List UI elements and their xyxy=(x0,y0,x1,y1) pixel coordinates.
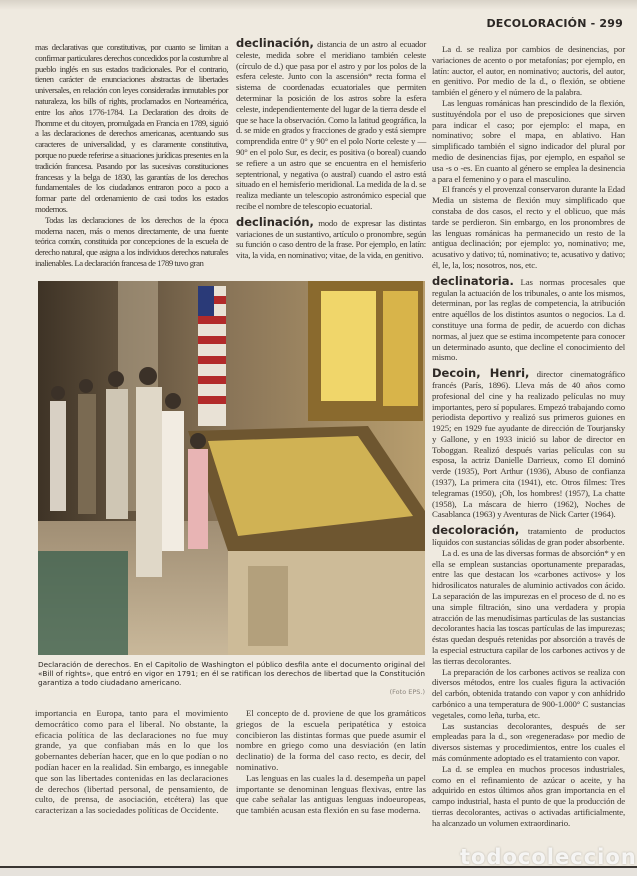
entry-text: tratamiento de productos líquidos con sustancias sólidas de gran poder absorbente. xyxy=(432,526,625,548)
paragraph: Las lenguas en las cuales la d. desempeña un papel importante se denominan lenguas flexivas, entre las que cabe señalar las antiguas lenguas indoeuropeas, que también acusan esta flexión en su fase moderna. xyxy=(236,772,426,816)
paragraph: mas declarativas que constitutivas, por cuanto se limitan a confirmar particulares derechos concedidos por la costumbre al pueblo inglés en sus estados tradicionales. Por el contrario, tienen carácter de enunciaciones abstractas de libertades universales, en relación con leyes consideradas inmutables por naturaleza, los bills of rights, proclamados en Norteamérica, entre los años 1776-1784. La Declaration des droits de l'homme et du citoyen, promulgada en Francia en 1789, siguió a las declaraciones de derechos americanas, acentuando sus caracteres de universalidad, y es claramente constitutiva, porque no puede referirse a situaciones jurídicas presentes en la tradición francesa. Pasando por las sucesivas constituciones francesas y la belga de 1830, las garantías de los derechos fundamentales de los ciudadanos entraron poco a poco a formar parte del ordenamiento de casi todos los estados modernos. xyxy=(35,42,228,214)
paragraph: La preparación de los carbones activos se realiza con diversos métodos, entre los cuales figura la activación del carbón, obtenida tratando con vapor y con anhídrido carbónico a una temperatura de 900-1.000° C sustancias vegetales, como leña, turba, etc. xyxy=(432,666,625,720)
headword: decoloración, xyxy=(432,523,520,538)
us-flag xyxy=(198,286,226,426)
page-top-edge xyxy=(0,0,637,10)
paragraph: Todas las declaraciones de los derechos de la época moderna nacen, más o menos directamente, de una fuente teórica común, constituida por concepciones de la escuela de derecho natural, que asigna a los individuos derechos naturales inalienables. La declaración francesa de 1789 tuvo gran xyxy=(35,214,228,268)
headword: Decoin, Henri, xyxy=(432,366,530,381)
entry-declinacion-astronomy xyxy=(236,38,426,212)
entry-text: distancia de un astro al ecuador celeste, medida sobre el meridiano también celeste (círculo de d.) que pasa por el astro y por los polos de la esfera celeste. Junto con la ascensión* recta forma el sistema de coordenadas ecuatoriales que permiten determinar la posición de los astros sobre la esfera celeste, independientemente del lugar de la tierra desde el que se hace la observación. Como la latitud geográfica, la d. se mide en grados y fracciones de grado y está siempre comprendida entre 0° y 90° en el polo Norte celeste y —90° en el polo Sur, es decir, es positiva (o boreal) cuando se refiere a un astro que se encuentra en el hemisferio septentrional, y negativa (o austral) cuando el astro está situado en el hemisferio meridional. La medida de la d. se realiza mediante un telescopio astronómico especial que recibe el nombre de telescopio ecuatorial. xyxy=(236,39,426,211)
bottom-strip xyxy=(0,868,637,876)
paragraph: La d. es una de las diversas formas de absorción* y en ella se emplean sustancias oportunamente preparadas, entre las que destacan los «carbones activos» y los hidrosilicatos naturales de aluminio activados con ácido. La separación de las impurezas en el proceso de d. no es una simple filtración, sino una verdadera y propia atracción de las menudísimas partículas de las sustancias decolorantes hacia las toscas partículas de las impurezas; éstas quedan después retenidas por absorción a través de la especial estructura capilar de los carbones activos y de las tierras decolorantes. xyxy=(432,547,625,666)
caption-text: Declaración de derechos. En el Capitolio de Washington el público desfila ante el documento original del «Bill of rights», que entró en vigor en 1791; en él se ratifican los derechos de libertad que la Constitución garantiza a todo ciudadano americano. xyxy=(38,660,425,688)
paragraph: Las lenguas románicas han prescindido de la flexión, sustituyéndola por el uso de preposiciones que sirven para indicar el caso; por ejemplo: el mapa, en nominativo; sobre el mapa, en ablativo. Han simplificado también el signo indicador del plural por medio de desinencias fijas, por ejemplo, en español se usa -s o -es. En cuanto al género se emplea la desinencia a para el femenino y o para el masculino. xyxy=(432,97,625,184)
entry-declinacion-grammar xyxy=(236,214,427,261)
paragraph: La d. se emplea en muchos procesos industriales, como en el refinamiento de azúcar o aceite, y ha adquirido en estos últimos años gran importancia en el campo industrial, hasta el punto de que la producción de tierras decolorantes, activas o activadas artificialmente, ha alcanzado un volumen extraordinario. xyxy=(432,763,625,828)
headword: declinación, xyxy=(236,214,314,229)
paragraph: importancia en Europa, tanto para el movimiento democrático como para el liberal. No obstante, la eficacia política de las declaraciones no fue muy grande, ya que confiaban más en lo que los gobernantes deberían hacer, que en lo que podían o no podían hacer en la realidad. Sin embargo, es innegable que son las libertades contenidas en las declaraciones de derechos (libertad personal, de pensamiento, de culto, de prensa, de asociación, etcétera) las que caracterizan a las sociedades políticas de Occidente. xyxy=(35,708,228,816)
left-column-bottom xyxy=(35,708,228,816)
illuminated-document xyxy=(321,291,376,401)
entry-decoin xyxy=(432,368,625,520)
photo-credit: (Foto EPS.) xyxy=(389,687,425,696)
middle-column-top xyxy=(236,38,426,261)
photo-bill-of-rights-display xyxy=(38,281,425,655)
paragraph: El francés y el provenzal conservaron durante la Edad Media un sistema de flexión muy simplificado que constaba de dos casos, el recto y el oblicuo, que más tarde se perdieron. Sin embargo, en los pronombres de las lenguas románicas ha permanecido un resto de la antigua declinación; por ejemplo: yo, nominativo; me, acusativo y dativo; tú, nominativo; te, acusativo y dativo; él, le, la, los; nosotros, nos, etc. xyxy=(432,184,625,270)
entry-text: modo de expresar las distintas variaciones de un sustantivo, artículo o pronombre, según su función o caso dentro de la frase. Por ejemplo, en latín: vita, la vida, en nominativo; vitae, de la vida, en genitivo. xyxy=(236,217,427,261)
paragraph: El concepto de d. proviene de que los gramáticos griegos de la escuela peripatética y estoica concibieron las distintas formas que puede asumir el nombre en griego como una desviación (en latín declinatio) de la forma del caso recto, es decir, del nominativo. xyxy=(236,708,426,772)
right-column xyxy=(432,44,625,829)
green-floor-area xyxy=(38,551,128,655)
entry-decoloracion xyxy=(432,525,625,548)
paragraph: Las sustancias decolorantes, después de ser empleadas para la d., son «regeneradas» por medio de diversos sistemas y procedimientos, entre los cuales el más comúnmente adoptado es el tratamiento con vapor. xyxy=(432,720,625,763)
entry-text: director cinematográfico francés (París, 1896). Lleva más de 40 años como profesional del cine y ha realizado películas no muy importantes, pero sí populares. Empezó trabajando como periodista deportivo y realizó sus primeros guiones en 1925; en 1929 fue ayudante de dirección de Tourjansky y Gallone, y en 1933 inició su labor de director en Toboggan. Realizó después varias películas con su esposa, la actriz Danielle Darrieux, como El dominó verde (1935), Port Arthur (1936), Abuso de confianza (1937), La primera cita (1941), etc. Otros filmes: Tres telegramas (1950), ¡Oh, los hombres! (1957), La chatte (1958), La máscara de hierro (1962), Noches de Casablanca (1963) y Aventuras de Nick Carter (1964). xyxy=(432,369,625,520)
paragraph: La d. se realiza por cambios de desinencias, por variaciones de acento o por metafonías; por ejemplo, en latín: auctor, el autor, en nominativo; auctoris, del autor, en genitivo. Por medio de la d., o flexión, se obtiene también el género y el número de la palabra. xyxy=(432,44,625,98)
watermark-logo: todocoleccion xyxy=(460,845,637,869)
headword: declinación, xyxy=(236,36,314,50)
left-column-top xyxy=(35,42,228,269)
entry-text: Las normas procesales que regulan la actuación de los tribunales, o ante los mismos, determinan, por las reglas de competencia, la atribución entre aquéllos de los distintos asuntos o negocios. La d. constituye una forma de pedir, de acuerdo con dichas normas, al juez que se estima incompetente para conocer un determinado asunto, que decline el conocimiento del mismo. xyxy=(432,276,625,363)
entry-declinatoria xyxy=(432,273,625,363)
running-head: DECOLORACIÓN - 299 xyxy=(486,17,623,30)
headword: declinatoria. xyxy=(432,273,514,288)
middle-column-bottom xyxy=(236,708,426,816)
photo-caption xyxy=(38,660,425,696)
photo-illustration xyxy=(38,281,425,655)
